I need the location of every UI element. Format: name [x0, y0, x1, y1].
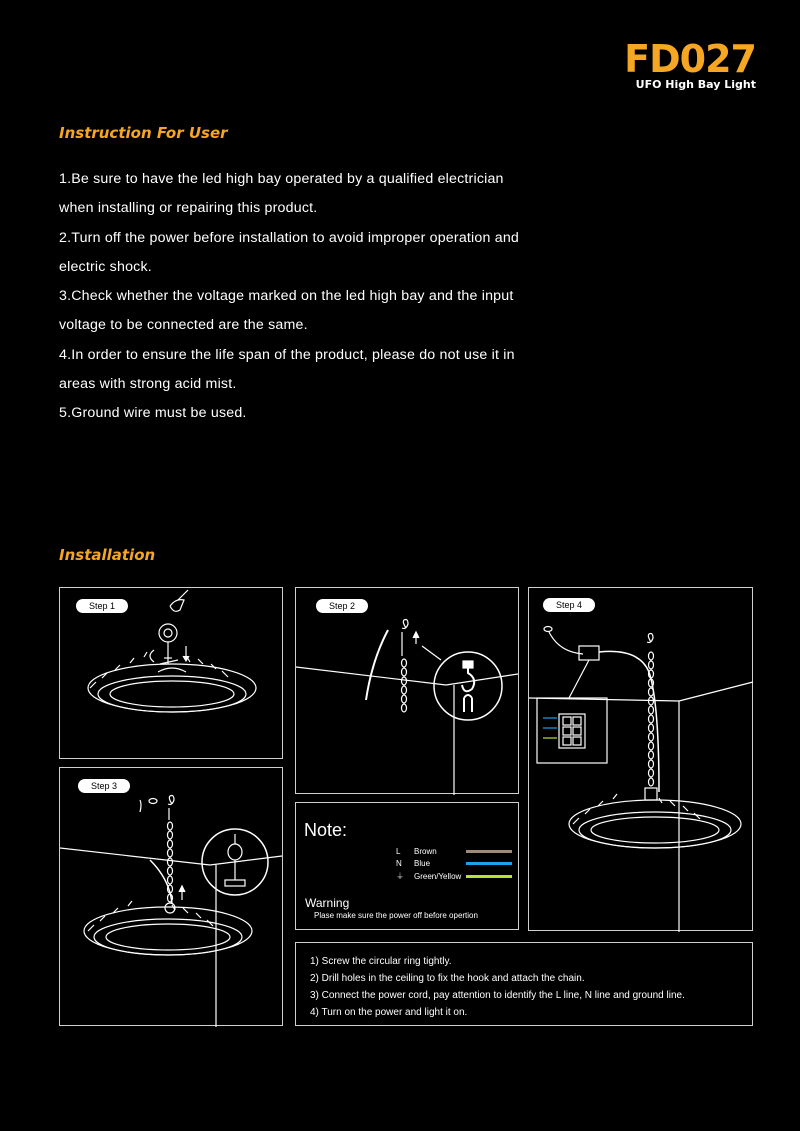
step4-label: Step 4	[543, 598, 595, 612]
wire-legend-row	[396, 871, 512, 882]
step3-illustration	[60, 768, 284, 1027]
wire-swatch	[466, 862, 512, 865]
step1-label: Step 1	[76, 599, 128, 613]
instruction-line: electric shock.	[59, 258, 152, 275]
instruction-line: 3.Check whether the voltage marked on the led high bay and the input	[59, 288, 514, 305]
warning-text: Plase make sure the power off before opertion	[314, 911, 478, 920]
step-text: 4) Turn on the power and light it on.	[310, 1007, 468, 1018]
warning-title: Warning	[305, 896, 350, 910]
wire-code: L	[396, 847, 401, 856]
step1-panel	[59, 587, 283, 759]
instruction-line: 5.Ground wire must be used.	[59, 405, 247, 422]
wire-name: Blue	[414, 859, 431, 868]
steps-list	[310, 953, 685, 1021]
ground-icon: ⏚	[396, 872, 404, 881]
instruction-line: voltage to be connected are the same.	[59, 317, 308, 334]
step-text: 2) Drill holes in the ceiling to fix the hook and attach the chain.	[310, 973, 585, 984]
wire-legend-row	[396, 847, 512, 856]
instruction-line: areas with strong acid mist.	[59, 376, 237, 393]
brand-block	[624, 37, 756, 91]
wire-code: N	[396, 859, 402, 868]
product-name: UFO High Bay Light	[635, 78, 756, 91]
instruction-line: 4.In order to ensure the life span of the product, please do not use it in	[59, 346, 515, 363]
step3-panel	[59, 767, 283, 1026]
step1-illustration	[60, 588, 284, 760]
wire-swatch	[466, 875, 512, 878]
step3-label: Step 3	[78, 779, 130, 793]
step4-panel	[528, 587, 753, 931]
instructions-list	[59, 165, 579, 429]
step-text: 1) Screw the circular ring tightly.	[310, 956, 452, 967]
steps-text-panel	[295, 942, 753, 1026]
wire-swatch	[466, 850, 512, 853]
note-title: Note:	[304, 820, 348, 840]
wire-legend-row	[396, 859, 512, 868]
model-number: FD027	[624, 37, 756, 81]
step2-label: Step 2	[316, 599, 368, 613]
step-text: 3) Connect the power cord, pay attention to identify the L line, N line and ground line.	[310, 990, 685, 1001]
step2-illustration	[296, 588, 520, 795]
wire-name: Green/Yellow	[414, 872, 462, 881]
note-panel	[295, 802, 519, 930]
wire-name: Brown	[414, 847, 437, 856]
step4-illustration	[529, 588, 754, 932]
instruction-line: 2.Turn off the power before installation to avoid improper operation and	[59, 229, 520, 246]
step2-panel	[295, 587, 519, 794]
installation-title: Installation	[59, 546, 156, 564]
instructions-title: Instruction For User	[59, 124, 228, 142]
instruction-line: when installing or repairing this product.	[59, 200, 318, 217]
instruction-line: 1.Be sure to have the led high bay operated by a qualified electrician	[59, 171, 504, 187]
